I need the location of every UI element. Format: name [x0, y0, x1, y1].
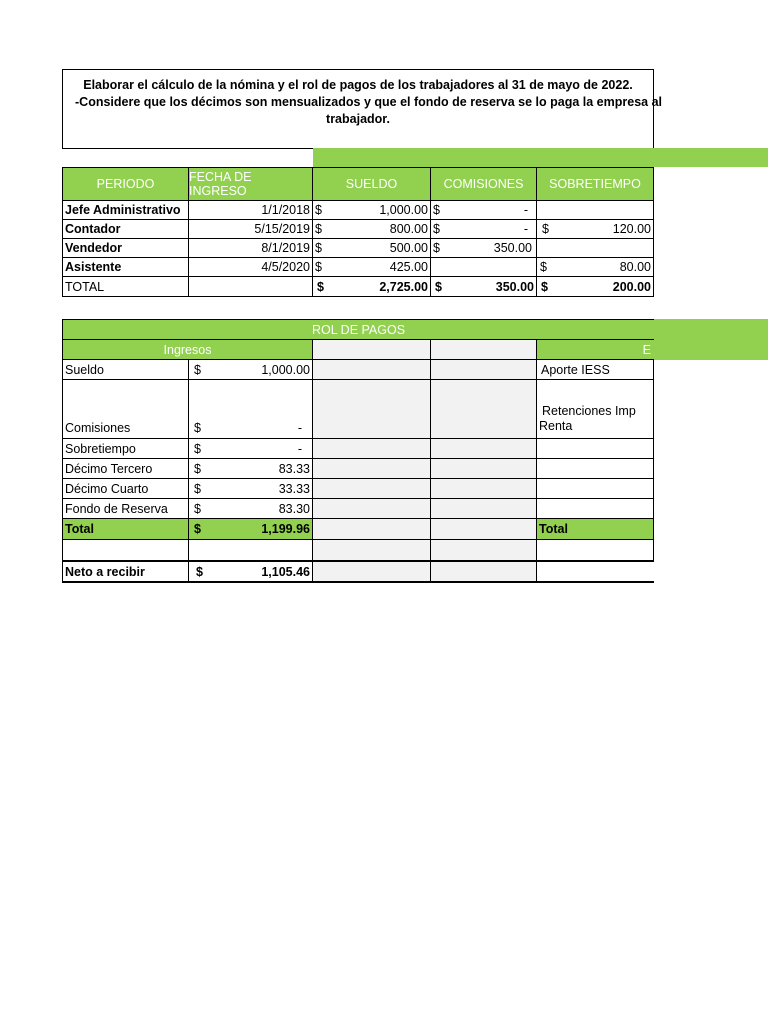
- egresos-header: E: [536, 339, 654, 360]
- total-label[interactable]: TOTAL: [62, 276, 189, 297]
- ingresos-total-amount: 1,199.96: [261, 522, 310, 536]
- ingreso-amount: -: [297, 421, 302, 435]
- employee-comisiones[interactable]: [430, 257, 537, 277]
- gray-cell[interactable]: [430, 438, 537, 459]
- gray-cell[interactable]: [430, 478, 537, 499]
- ingresos-total-value[interactable]: [188, 518, 313, 540]
- gray-cell[interactable]: [430, 498, 537, 519]
- total-comisiones[interactable]: [430, 276, 537, 297]
- header-periodo[interactable]: PERIODO: [62, 167, 189, 201]
- ingreso-value[interactable]: [188, 379, 313, 439]
- ingreso-amount: 83.30: [278, 501, 310, 516]
- ingreso-value[interactable]: [188, 478, 313, 499]
- currency-sign: $: [194, 461, 201, 476]
- employee-date[interactable]: 1/1/2018: [188, 200, 313, 220]
- currency-sign: $: [194, 421, 201, 435]
- egreso-empty[interactable]: [536, 438, 654, 459]
- egreso-label-line2: Renta: [539, 419, 573, 433]
- employee-name[interactable]: Asistente: [62, 257, 189, 277]
- payroll-top-bar: [313, 148, 768, 167]
- comisiones-value: 350.00: [493, 241, 532, 255]
- employee-sueldo[interactable]: [312, 238, 431, 258]
- ingreso-value[interactable]: [188, 458, 313, 479]
- employee-sobretiempo[interactable]: [536, 219, 654, 239]
- currency-sign: $: [317, 279, 324, 294]
- ingresos-total-label[interactable]: Total: [62, 518, 189, 540]
- ingreso-value[interactable]: [188, 498, 313, 519]
- gray-cell[interactable]: [312, 438, 431, 459]
- employee-date[interactable]: 4/5/2020: [188, 257, 313, 277]
- ingreso-label[interactable]: Décimo Cuarto: [62, 478, 189, 499]
- neto-amount: 1,105.46: [261, 564, 310, 579]
- currency-sign: $: [196, 564, 203, 579]
- egresos-total-label[interactable]: Total: [536, 518, 654, 540]
- egreso-empty[interactable]: [536, 458, 654, 479]
- empty-cell[interactable]: [536, 539, 654, 561]
- gray-cell[interactable]: [430, 339, 537, 360]
- gray-cell[interactable]: [312, 518, 431, 540]
- sueldo-value: 425.00: [389, 260, 428, 274]
- total-sueldo-value: 2,725.00: [379, 279, 428, 294]
- rol-de-pagos-title: ROL DE PAGOS: [62, 319, 654, 339]
- currency-sign: $: [433, 241, 440, 255]
- header-sobretiempo[interactable]: SOBRETIEMPO: [536, 167, 654, 201]
- gray-cell[interactable]: [430, 539, 537, 561]
- employee-sobretiempo[interactable]: [536, 257, 654, 277]
- sobretiempo-value: 120.00: [612, 222, 651, 236]
- egreso-label-line1: Retenciones Imp: [542, 404, 636, 418]
- instructions-line-1: Elaborar el cálculo de la nómina y el rol de pagos de los trabajadores al 31 de mayo de 2022.: [83, 78, 633, 92]
- total-date-cell[interactable]: [188, 276, 313, 297]
- ingreso-amount: 33.33: [278, 481, 310, 496]
- total-comisiones-value: 350.00: [495, 279, 534, 294]
- employee-sueldo[interactable]: [312, 257, 431, 277]
- sobretiempo-value: 80.00: [619, 260, 651, 274]
- currency-sign: $: [435, 279, 442, 294]
- ingresos-header: Ingresos: [62, 339, 313, 360]
- instructions-box: [62, 69, 662, 149]
- neto-label[interactable]: Neto a recibir: [62, 560, 189, 583]
- ingreso-label[interactable]: Décimo Tercero: [62, 458, 189, 479]
- currency-sign: $: [315, 222, 322, 236]
- currency-sign: $: [433, 203, 440, 217]
- egreso-retenciones[interactable]: [536, 379, 654, 439]
- egreso-label[interactable]: Aporte IESS: [536, 359, 654, 380]
- gray-cell[interactable]: [312, 498, 431, 519]
- employee-comisiones[interactable]: [430, 238, 537, 258]
- currency-sign: $: [194, 522, 201, 536]
- employee-sobretiempo[interactable]: [536, 200, 654, 220]
- employee-sueldo[interactable]: [312, 200, 431, 220]
- gray-cell[interactable]: [312, 478, 431, 499]
- neto-value[interactable]: [188, 560, 313, 583]
- ingreso-amount: -: [297, 441, 302, 456]
- currency-sign: $: [194, 481, 201, 496]
- egreso-empty[interactable]: [536, 478, 654, 499]
- ingreso-label[interactable]: Comisiones: [62, 379, 189, 439]
- gray-cell[interactable]: [312, 560, 431, 583]
- currency-sign: $: [540, 260, 547, 274]
- employee-sueldo[interactable]: [312, 219, 431, 239]
- currency-sign: $: [541, 279, 548, 294]
- employee-date[interactable]: 8/1/2019: [188, 238, 313, 258]
- instructions-line-3: trabajador.: [326, 112, 390, 126]
- sueldo-value: 500.00: [389, 241, 428, 255]
- gray-cell[interactable]: [430, 359, 537, 380]
- comisiones-value: -: [523, 203, 528, 217]
- ingreso-label[interactable]: Fondo de Reserva: [62, 498, 189, 519]
- egreso-empty[interactable]: [536, 498, 654, 519]
- currency-sign: $: [542, 222, 549, 236]
- currency-sign: $: [194, 501, 201, 516]
- ingreso-amount: 83.33: [278, 461, 310, 476]
- empty-cell[interactable]: [62, 539, 189, 561]
- gray-cell[interactable]: [312, 539, 431, 561]
- empty-cell[interactable]: [188, 539, 313, 561]
- currency-sign: $: [433, 222, 440, 236]
- header-fecha-ingreso[interactable]: FECHA DE INGRESO: [188, 167, 313, 201]
- gray-cell[interactable]: [430, 379, 537, 439]
- gray-cell[interactable]: [430, 560, 537, 583]
- currency-sign: $: [194, 362, 201, 377]
- total-sobretiempo-value: 200.00: [612, 279, 651, 294]
- comisiones-value: -: [523, 222, 528, 236]
- gray-cell[interactable]: [430, 518, 537, 540]
- gray-cell[interactable]: [430, 458, 537, 479]
- employee-comisiones[interactable]: [430, 219, 537, 239]
- gray-cell[interactable]: [312, 458, 431, 479]
- total-sobretiempo[interactable]: [536, 276, 654, 297]
- employee-date[interactable]: 5/15/2019: [188, 219, 313, 239]
- gray-cell[interactable]: [312, 359, 431, 380]
- instructions-line-2: -Considere que los décimos son mensualizados y que el fondo de reserva se lo paga la empresa al: [75, 95, 662, 109]
- ingreso-value[interactable]: [188, 359, 313, 380]
- currency-sign: $: [315, 260, 322, 274]
- ingreso-label[interactable]: Sueldo: [62, 359, 189, 380]
- ingreso-amount: 1,000.00: [261, 362, 310, 377]
- currency-sign: $: [194, 441, 201, 456]
- ingreso-label[interactable]: Sobretiempo: [62, 438, 189, 459]
- header-sueldo[interactable]: SUELDO: [312, 167, 431, 201]
- employee-sobretiempo[interactable]: [536, 238, 654, 258]
- employee-comisiones[interactable]: [430, 200, 537, 220]
- gray-cell[interactable]: [312, 379, 431, 439]
- employee-name[interactable]: Jefe Administrativo: [62, 200, 189, 220]
- ingreso-value[interactable]: [188, 438, 313, 459]
- gray-cell[interactable]: [312, 339, 431, 360]
- sueldo-value: 800.00: [389, 222, 428, 236]
- total-sueldo[interactable]: [312, 276, 431, 297]
- currency-sign: $: [315, 203, 322, 217]
- sueldo-value: 1,000.00: [379, 203, 428, 217]
- header-comisiones[interactable]: COMISIONES: [430, 167, 537, 201]
- empty-cell[interactable]: [536, 560, 654, 583]
- employee-name[interactable]: Vendedor: [62, 238, 189, 258]
- rol-right-bar: [654, 319, 768, 360]
- employee-name[interactable]: Contador: [62, 219, 189, 239]
- currency-sign: $: [315, 241, 322, 255]
